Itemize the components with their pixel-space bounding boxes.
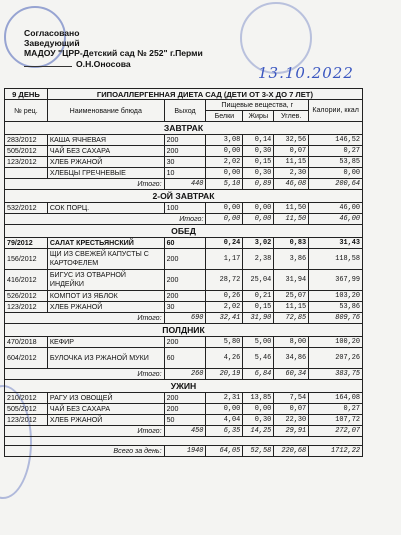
table-cell: 0,07 xyxy=(274,404,309,415)
table-cell: 0,00 xyxy=(206,168,243,179)
table-cell: 0,15 xyxy=(243,157,274,168)
table-cell: 0,89 xyxy=(243,179,274,190)
table-cell: 5,00 xyxy=(243,337,274,348)
table-cell: БУЛОЧКА ИЗ РЖАНОЙ МУКИ xyxy=(47,348,164,369)
table-cell: 53,85 xyxy=(309,157,363,168)
table-cell: 11,50 xyxy=(274,214,309,225)
col-recipe: № рец. xyxy=(5,100,48,122)
table-cell: 0,30 xyxy=(243,168,274,179)
table-cell: 690 xyxy=(164,313,206,324)
table-cell: 1940 xyxy=(164,446,206,457)
table-cell: Итого: xyxy=(5,179,165,190)
table-row xyxy=(5,270,363,291)
table-cell: 5,46 xyxy=(243,348,274,369)
table-cell: Итого: xyxy=(5,313,165,324)
table-cell: 6,84 xyxy=(243,369,274,380)
table-cell: 0,83 xyxy=(274,238,309,249)
table-cell: 367,99 xyxy=(309,270,363,291)
table-cell: ХЛЕБ РЖАНОЙ xyxy=(47,302,164,313)
table-cell: 0,00 xyxy=(206,214,243,225)
table-cell: 31,94 xyxy=(274,270,309,291)
table-cell: 2,02 xyxy=(206,157,243,168)
table-cell: 10 xyxy=(164,168,206,179)
section-second-breakfast: 2-ОЙ ЗАВТРАК xyxy=(5,190,363,203)
table-cell: 22,30 xyxy=(274,415,309,426)
table-row xyxy=(5,238,363,249)
table-cell: 200 xyxy=(164,249,206,270)
table-cell: КАША ЯЧНЕВАЯ xyxy=(47,135,164,146)
table-cell: 8,00 xyxy=(274,337,309,348)
table-cell: Итого: xyxy=(5,214,206,225)
table-cell: Всего за день: xyxy=(5,446,165,457)
table-cell: 1712,22 xyxy=(309,446,363,457)
col-nutrients: Пищевые вещества, г xyxy=(206,100,309,111)
col-fat: Жиры xyxy=(243,111,274,122)
table-cell: 0,00 xyxy=(243,214,274,225)
table-cell: 60 xyxy=(164,238,206,249)
table-cell: 200 xyxy=(164,146,206,157)
table-cell: 604/2012 xyxy=(5,348,48,369)
table-cell: 0,07 xyxy=(274,146,309,157)
table-cell: ХЛЕБ РЖАНОЙ xyxy=(47,157,164,168)
table-row xyxy=(5,302,363,313)
table-cell: 200 xyxy=(164,270,206,291)
table-cell: ХЛЕБ РЖАНОЙ xyxy=(47,415,164,426)
total-row xyxy=(5,426,363,437)
table-cell: 200,64 xyxy=(309,179,363,190)
table-cell: ЩИ ИЗ СВЕЖЕЙ КАПУСТЫ С КАРТОФЕЛЕМ xyxy=(47,249,164,270)
table-cell: 32,56 xyxy=(274,135,309,146)
table-cell: 146,52 xyxy=(309,135,363,146)
table-row xyxy=(5,291,363,302)
col-protein: Белки xyxy=(206,111,243,122)
section-afternoon-snack: ПОЛДНИК xyxy=(5,324,363,337)
table-cell: 200 xyxy=(164,135,206,146)
table-row xyxy=(5,157,363,168)
table-cell: 11,15 xyxy=(274,302,309,313)
table-cell: РАГУ ИЗ ОВОЩЕЙ xyxy=(47,393,164,404)
head-title: Заведующий xyxy=(24,38,80,49)
table-cell: 100,20 xyxy=(309,337,363,348)
table-cell: 60 xyxy=(164,348,206,369)
table-cell: 2,31 xyxy=(206,393,243,404)
table-cell: 7,54 xyxy=(274,393,309,404)
table-cell: 207,26 xyxy=(309,348,363,369)
table-row xyxy=(5,168,363,179)
table-cell: 505/2012 xyxy=(5,404,48,415)
table-cell: 20,19 xyxy=(206,369,243,380)
head-name-line xyxy=(24,59,203,69)
menu-title: ГИПОАЛЛЕРГЕННАЯ ДИЕТА САД (ДЕТИ ОТ 3-Х ДО 7 ЛЕТ) xyxy=(47,89,362,100)
total-row xyxy=(5,313,363,324)
table-cell: СОК ПОРЦ. xyxy=(47,203,164,214)
table-cell: 107,72 xyxy=(309,415,363,426)
table-cell: 0,00 xyxy=(243,203,274,214)
total-row xyxy=(5,369,363,380)
col-carbs: Углев. xyxy=(274,111,309,122)
table-row xyxy=(5,415,363,426)
table-cell: 0,00 xyxy=(206,146,243,157)
table-cell: 0,00 xyxy=(206,404,243,415)
table-cell: 13,85 xyxy=(243,393,274,404)
table-cell: 283/2012 xyxy=(5,135,48,146)
table-cell: 200 xyxy=(164,404,206,415)
table-cell: 123/2012 xyxy=(5,415,48,426)
table-cell: БИГУС ИЗ ОТВАРНОЙ ИНДЕЙКИ xyxy=(47,270,164,291)
table-cell: 3,86 xyxy=(274,249,309,270)
table-cell xyxy=(5,437,363,446)
table-cell: 809,76 xyxy=(309,313,363,324)
table-cell: 4,04 xyxy=(206,415,243,426)
table-row xyxy=(5,404,363,415)
table-cell: 64,05 xyxy=(206,446,243,457)
table-cell: 14,25 xyxy=(243,426,274,437)
table-cell: ЧАЙ БЕЗ САХАРА xyxy=(47,404,164,415)
table-cell: 260 xyxy=(164,369,206,380)
table-cell: 450 xyxy=(164,426,206,437)
table-cell: 156/2012 xyxy=(5,249,48,270)
table-cell: 46,00 xyxy=(309,214,363,225)
table-cell: 0,00 xyxy=(206,203,243,214)
table-cell: 46,00 xyxy=(309,203,363,214)
table-cell: КОМПОТ ИЗ ЯБЛОК xyxy=(47,291,164,302)
table-cell: 25,04 xyxy=(243,270,274,291)
col-output: Выход xyxy=(164,100,206,122)
table-cell: 164,08 xyxy=(309,393,363,404)
table-cell: 210/2012 xyxy=(5,393,48,404)
section-lunch: ОБЕД xyxy=(5,225,363,238)
table-cell: 52,58 xyxy=(243,446,274,457)
table-cell: 3,02 xyxy=(243,238,274,249)
grand-total-row xyxy=(5,446,363,457)
table-cell: 123/2012 xyxy=(5,157,48,168)
table-row xyxy=(5,203,363,214)
table-cell: 0,27 xyxy=(309,404,363,415)
table-cell: 103,20 xyxy=(309,291,363,302)
col-dish-name: Наименование блюда xyxy=(47,100,164,122)
section-breakfast: ЗАВТРАК xyxy=(5,122,363,135)
day-label: 9 ДЕНЬ xyxy=(5,89,48,100)
table-cell: 200 xyxy=(164,337,206,348)
table-cell: 2,30 xyxy=(274,168,309,179)
table-row xyxy=(5,146,363,157)
table-cell: 60,34 xyxy=(274,369,309,380)
table-cell: 526/2012 xyxy=(5,291,48,302)
table-cell: 30 xyxy=(164,302,206,313)
table-cell: Итого: xyxy=(5,426,165,437)
table-cell: 5,80 xyxy=(206,337,243,348)
table-cell: 200 xyxy=(164,393,206,404)
total-row xyxy=(5,214,363,225)
table-cell: 50 xyxy=(164,415,206,426)
table-cell: 0,30 xyxy=(243,146,274,157)
table-cell: 0,26 xyxy=(206,291,243,302)
table-cell: 200 xyxy=(164,291,206,302)
table-row xyxy=(5,348,363,369)
table-row xyxy=(5,337,363,348)
table-cell: Итого: xyxy=(5,369,165,380)
organization-name: МАДОУ "ЦРР-Детский сад № 252" г.Перми xyxy=(24,48,203,59)
table-row xyxy=(5,249,363,270)
table-cell: 11,15 xyxy=(274,157,309,168)
section-dinner: УЖИН xyxy=(5,380,363,393)
table-cell: 6,35 xyxy=(206,426,243,437)
table-cell: 72,85 xyxy=(274,313,309,324)
table-cell: 272,07 xyxy=(309,426,363,437)
table-cell: 11,50 xyxy=(274,203,309,214)
table-row xyxy=(5,135,363,146)
table-cell: 31,90 xyxy=(243,313,274,324)
table-cell xyxy=(5,168,48,179)
table-cell: 32,41 xyxy=(206,313,243,324)
table-cell: 25,07 xyxy=(274,291,309,302)
table-cell: 470/2018 xyxy=(5,337,48,348)
table-cell: 220,68 xyxy=(274,446,309,457)
table-cell: 532/2012 xyxy=(5,203,48,214)
table-cell: 0,00 xyxy=(309,168,363,179)
table-cell: 505/2012 xyxy=(5,146,48,157)
table-cell: САЛАТ КРЕСТЬЯНСКИЙ xyxy=(47,238,164,249)
table-cell: 2,02 xyxy=(206,302,243,313)
table-cell: ХЛЕБЦЫ ГРЕЧНЕВЫЕ xyxy=(47,168,164,179)
table-cell: 2,38 xyxy=(243,249,274,270)
table-cell: 46,08 xyxy=(274,179,309,190)
table-cell: 0,30 xyxy=(243,415,274,426)
table-cell: 100 xyxy=(164,203,206,214)
table-cell: 0,14 xyxy=(243,135,274,146)
table-cell: 29,91 xyxy=(274,426,309,437)
head-name: О.Н.Оносова xyxy=(76,58,131,69)
table-cell: ЧАЙ БЕЗ САХАРА xyxy=(47,146,164,157)
table-row xyxy=(5,393,363,404)
table-cell: 3,08 xyxy=(206,135,243,146)
table-cell: КЕФИР xyxy=(47,337,164,348)
table-cell: 0,27 xyxy=(309,146,363,157)
table-cell: 30 xyxy=(164,157,206,168)
menu-table xyxy=(4,88,363,457)
table-cell: 79/2012 xyxy=(5,238,48,249)
col-calories: Калории, ккал xyxy=(309,100,363,122)
table-cell: 383,75 xyxy=(309,369,363,380)
table-cell: 0,21 xyxy=(243,291,274,302)
table-cell: 0,24 xyxy=(206,238,243,249)
table-cell: 416/2012 xyxy=(5,270,48,291)
table-cell: 118,58 xyxy=(309,249,363,270)
approval-header xyxy=(24,28,203,69)
table-cell: 4,26 xyxy=(206,348,243,369)
total-row xyxy=(5,179,363,190)
table-cell: 123/2012 xyxy=(5,302,48,313)
table-cell: 440 xyxy=(164,179,206,190)
signature-line xyxy=(24,66,72,67)
table-cell: 31,43 xyxy=(309,238,363,249)
handwritten-date: 13.10.2022 xyxy=(258,64,354,82)
table-cell: 34,86 xyxy=(274,348,309,369)
table-cell: 28,72 xyxy=(206,270,243,291)
table-cell: 0,15 xyxy=(243,302,274,313)
table-cell: 1,17 xyxy=(206,249,243,270)
table-cell: 5,10 xyxy=(206,179,243,190)
table-cell: 0,00 xyxy=(243,404,274,415)
approved-label: Согласовано xyxy=(24,28,80,38)
table-cell: 53,86 xyxy=(309,302,363,313)
